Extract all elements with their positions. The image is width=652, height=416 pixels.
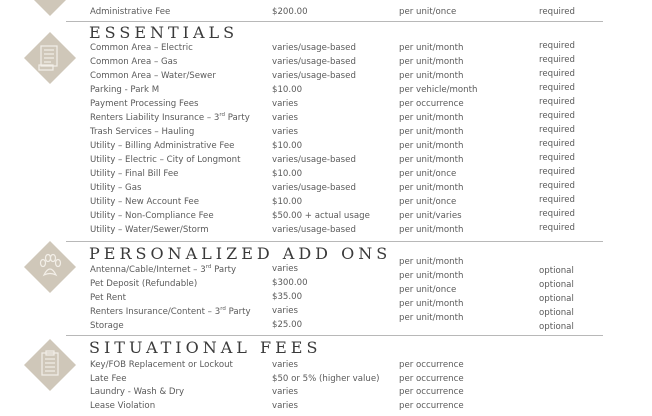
essentials-row-frequency: per unit/once <box>399 169 457 179</box>
essentials-row-amount: varies/usage-based <box>272 225 356 235</box>
document-list-icon <box>24 32 76 84</box>
essentials-row-amount: $10.00 <box>272 197 303 207</box>
essentials-row-name: Utility – Water/Sewer/Storm <box>90 225 209 235</box>
essentials-row-frequency: per unit/month <box>399 43 464 53</box>
fee-name-part: rd <box>220 305 226 312</box>
essentials-row-status: required <box>539 69 576 79</box>
addons-row-frequency: per unit/month <box>399 298 464 309</box>
situational-row-name: Lease Violation <box>90 400 156 411</box>
top-section-row-frequency: per unit/once <box>399 7 457 17</box>
section-divider <box>66 241 603 242</box>
essentials-row-status: required <box>539 111 576 121</box>
addons-row-status: optional <box>539 293 574 304</box>
addons-row-name <box>90 265 236 276</box>
essentials-row-status: required <box>539 139 576 149</box>
clipboard-icon <box>24 339 76 391</box>
addons-row-status: optional <box>539 307 574 318</box>
essentials-row-status: required <box>539 153 576 163</box>
top-section-row-name: Administrative Fee <box>90 7 171 17</box>
essentials-row-amount: $50.00 + actual usage <box>272 211 370 221</box>
essentials-row-name <box>90 113 250 124</box>
essentials-row-amount: varies/usage-based <box>272 155 356 165</box>
essentials-row-frequency: per unit/month <box>399 57 464 67</box>
situational-row-frequency: per occurrence <box>399 360 464 370</box>
essentials-row-status: required <box>539 41 576 51</box>
essentials-row-status: required <box>539 223 576 233</box>
fee-name-part: Party <box>211 265 237 275</box>
fee-icon <box>24 0 76 16</box>
fee-name-part: Renters Liability Insurance – 3 <box>90 113 220 123</box>
essentials-row-status: required <box>539 83 576 93</box>
addons-row-status: optional <box>539 321 574 332</box>
addons-row-amount: varies <box>272 305 299 316</box>
addons-heading: PERSONALIZED ADD ONS <box>89 244 392 263</box>
essentials-row-name: Utility – Gas <box>90 183 142 193</box>
addons-row-status: optional <box>539 266 574 276</box>
addons-row-frequency: per unit/once <box>399 284 457 295</box>
addons-row-frequency: per unit/month <box>399 270 464 281</box>
addons-row-amount: $35.00 <box>272 291 303 302</box>
essentials-row-status: required <box>539 209 576 219</box>
addons-row-frequency: per unit/month <box>399 257 464 267</box>
situational-row-amount: varies <box>272 360 299 370</box>
essentials-row-amount: varies/usage-based <box>272 43 356 53</box>
essentials-row-frequency: per unit/month <box>399 113 464 123</box>
addons-row-name: Storage <box>90 320 124 331</box>
essentials-row-amount: $10.00 <box>272 85 303 95</box>
addons-row-name: Pet Rent <box>90 292 126 303</box>
essentials-row-frequency: per occurrence <box>399 99 464 109</box>
essentials-row-name: Payment Processing Fees <box>90 99 199 109</box>
fee-name-part: rd <box>205 264 212 270</box>
addons-row-frequency: per unit/month <box>399 312 464 323</box>
essentials-row-frequency: per vehicle/month <box>399 85 478 95</box>
essentials-row-amount: $10.00 <box>272 169 303 179</box>
essentials-row-name: Common Area – Electric <box>90 43 193 53</box>
situational-row-name: Late Fee <box>90 373 127 384</box>
essentials-row-amount: $10.00 <box>272 141 303 151</box>
situational-row-frequency: per occurrence <box>399 387 464 397</box>
paw-icon <box>24 241 76 293</box>
essentials-row-status: required <box>539 97 576 107</box>
essentials-row-status: required <box>539 167 576 177</box>
essentials-row-name: Trash Services – Hauling <box>90 127 195 137</box>
essentials-row-name: Utility – New Account Fee <box>90 197 199 207</box>
situational-row-amount: $50 or 5% (higher value) <box>272 373 380 384</box>
essentials-row-frequency: per unit/once <box>399 197 457 207</box>
essentials-row-amount: varies/usage-based <box>272 57 356 67</box>
essentials-row-frequency: per unit/month <box>399 183 464 193</box>
essentials-row-amount: varies <box>272 127 299 137</box>
situational-row-amount: varies <box>272 400 299 411</box>
essentials-row-name: Utility – Non-Compliance Fee <box>90 211 214 221</box>
essentials-row-name: Utility – Billing Administrative Fee <box>90 141 235 151</box>
fee-name-part: Renters Insurance/Content – 3 <box>90 306 221 317</box>
essentials-row-name: Common Area – Gas <box>90 57 178 67</box>
essentials-row-amount: varies <box>272 99 299 109</box>
addons-row-amount: $25.00 <box>272 319 303 330</box>
essentials-row-name: Utility – Final Bill Fee <box>90 169 179 179</box>
situational-row-name: Key/FOB Replacement or Lockout <box>90 360 233 370</box>
essentials-row-status: required <box>539 181 576 191</box>
essentials-row-amount: varies <box>272 113 299 123</box>
top-section-row-amount: $200.00 <box>272 7 308 17</box>
situational-row-amount: varies <box>272 387 299 397</box>
essentials-heading: ESSENTIALS <box>89 23 239 42</box>
essentials-row-name: Utility – Electric – City of Longmont <box>90 155 241 165</box>
essentials-row-status: required <box>539 55 576 65</box>
addons-row-name: Pet Deposit (Refundable) <box>90 278 198 289</box>
fee-name-part: Antenna/Cable/Internet – 3 <box>90 265 206 275</box>
essentials-row-frequency: per unit/varies <box>399 211 462 221</box>
addons-row-status: optional <box>539 279 574 290</box>
essentials-row-amount: varies/usage-based <box>272 71 356 81</box>
section-divider <box>66 335 603 336</box>
section-divider <box>66 21 603 22</box>
top-section-row-status: required <box>539 7 576 17</box>
essentials-row-name: Common Area – Water/Sewer <box>90 71 216 81</box>
addons-row-amount: varies <box>272 264 299 274</box>
essentials-row-status: required <box>539 195 576 205</box>
fee-name-part: Party <box>225 306 251 317</box>
essentials-row-status: required <box>539 125 576 135</box>
fee-name-part: rd <box>219 112 226 118</box>
addons-row-name <box>90 307 251 318</box>
essentials-row-frequency: per unit/month <box>399 155 464 165</box>
essentials-row-frequency: per unit/month <box>399 141 464 151</box>
essentials-row-name: Parking - Park M <box>90 85 160 95</box>
situational-heading: SITUATIONAL FEES <box>89 338 322 357</box>
situational-row-frequency: per occurrence <box>399 400 464 411</box>
situational-row-frequency: per occurrence <box>399 373 464 384</box>
essentials-row-frequency: per unit/month <box>399 225 464 235</box>
fee-name-part: Party <box>225 113 250 123</box>
essentials-row-amount: varies/usage-based <box>272 183 356 193</box>
essentials-row-frequency: per unit/month <box>399 71 464 81</box>
addons-row-amount: $300.00 <box>272 277 308 288</box>
situational-row-name: Laundry - Wash & Dry <box>90 387 185 397</box>
essentials-row-frequency: per unit/month <box>399 127 464 137</box>
